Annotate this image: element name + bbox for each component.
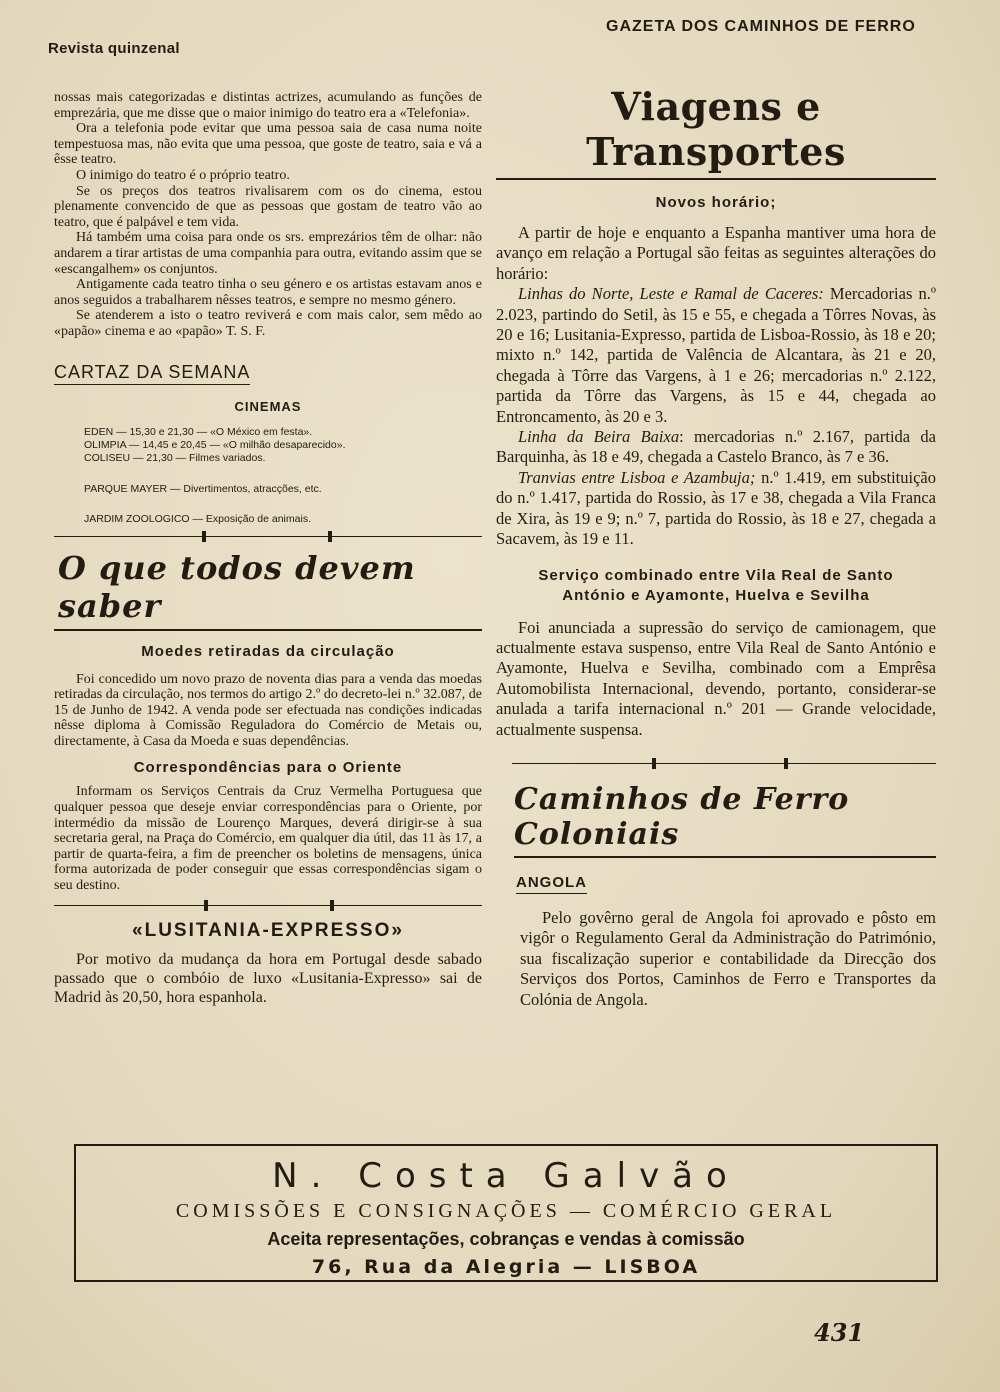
paragraph bbox=[496, 468, 936, 550]
coloniais-title: Caminhos de Ferro Coloniais bbox=[514, 781, 850, 852]
paragraph: Foi anunciada a supressão do serviço de camionagem, que actualmente estava suspenso, entre Vila Real de Santo António e Ayamonte, Huelva e Sevilha, combinado com a Emprêsa Automobilista Internacional, devendo, portanto, considerar-se anulada a tarifa internacional n.º 201 — Grande velocidade, actualmente suspensa. bbox=[496, 617, 936, 739]
cinemas-heading: CINEMAS bbox=[234, 398, 302, 414]
page-number: 431 bbox=[814, 1318, 865, 1347]
paragraph: Se os preços dos teatros rivalisarem com os do cinema, estou plenamente convencido de que as pessoas que gostam de teatro vão ao teatro, que é palpável e tem vida. bbox=[54, 183, 482, 230]
paragraph: Foi concedido um novo prazo de noventa dias para a venda das moedas retiradas da circulação, nos termos do artigo 2.º do decreto-lei n.º 32.087, de 15 de Junho de 1942. A venda pode ser efectuada nas condições indicadas nêsse diploma à Comissão Reguladora do Comércio de Metais ou, directamente, à Casa da Moeda e suas dependências. bbox=[54, 671, 482, 749]
servico-text bbox=[496, 618, 936, 740]
intro-text bbox=[54, 90, 482, 340]
cinema-list bbox=[54, 426, 482, 465]
paragraph-body: Mercadorias n.º 2.023, partindo do Setil, às 15 e 55, e chegada a Tôrres Novas, às 20 e 16; Lusitania-Expresso, partida de Lisboa-Rossio, às 18 e 20; mixto n.º 142, partida de Valência de Alcantara, às 21 e 20, chegada à Tôrre das Vargens, à 1 e 26; mercadorias n.º 2.122, partida da Tôrre das Vargens, às 15 e 44, chegada ao Entroncamento, às 20 e 3. bbox=[496, 284, 937, 426]
moedas-text bbox=[54, 672, 482, 750]
servico-heading: Serviço combinado entre Vila Real de Santo António e Ayamonte, Huelva e Sevilha bbox=[538, 566, 894, 604]
horarios-text bbox=[496, 223, 936, 550]
paragraph-body: : mercadorias n.º 2.167, partida da Barquinha, às 18 e 49, chegada a Castelo Branco, às 7 e 36. bbox=[496, 427, 936, 467]
title-rule bbox=[496, 178, 936, 180]
header-right: GAZETA DOS CAMINHOS DE FERRO bbox=[606, 18, 916, 35]
cartaz-title: CARTAZ DA SEMANA bbox=[54, 362, 250, 385]
lusitania-text bbox=[54, 950, 482, 1007]
ornament-divider bbox=[512, 758, 936, 770]
oque-title: O que todos devem saber bbox=[58, 548, 416, 625]
line-name: Linha da Beira Baixa bbox=[518, 427, 680, 447]
paragraph: Há também uma coisa para onde os srs. emprezários têm de olhar: não andarem a tirar artistas de uma companhia para outra, evitando assim que se «escangalhem» os conjuntos. bbox=[54, 230, 482, 277]
ad-address: 76, Rua da Alegria — LISBOA bbox=[311, 1256, 701, 1278]
paragraph: A partir de hoje e enquanto a Espanha mantiver uma hora de avanço em relação a Portugal são feitas as seguintes alterações do horário: bbox=[496, 223, 936, 283]
lusitania-title: «LUSITANIA-EXPRESSO» bbox=[132, 919, 404, 941]
ad-tagline: Aceita representações, cobranças e vendas à comissão bbox=[267, 1229, 745, 1249]
paragraph: nossas mais categorizadas e distintas actrizes, acumulando as funções de emprezária, que me disse que o maior inimigo do teatro era a «Telefonia». bbox=[54, 90, 482, 121]
jardim-zoologico-line: JARDIM ZOOLOGICO — Exposição de animais. bbox=[84, 512, 311, 525]
title-rule bbox=[54, 629, 482, 631]
cinema-item: OLIMPIA — 14,45 e 20,45 — «O milhão desaparecido». bbox=[84, 438, 346, 451]
line-name: Tranvias entre Lisboa e Azambuja; bbox=[518, 467, 756, 487]
ornament-divider bbox=[54, 900, 482, 912]
paragraph: O inimigo do teatro é o próprio teatro. bbox=[76, 167, 290, 183]
paragraph: Por motivo da mudança da hora em Portugal desde sabado passado que o combóio de luxo «Lusitania-Expresso» sai de Madrid às 20,50, hora espanhola. bbox=[54, 950, 482, 1006]
cinema-item: COLISEU — 21,30 — Filmes variados. bbox=[84, 451, 266, 464]
paragraph bbox=[496, 284, 936, 427]
viagens-title: Viagens e Transportes bbox=[586, 84, 846, 174]
paragraph: Informam os Serviços Centrais da Cruz Vermelha Portuguesa que qualquer pessoa que deseje enviar correspondências para o Oriente, por intermédio da missão de Lourenço Marques, deverá dirigir-se à sua secretaria geral, na Praça do Comércio, em qualquer dia útil, das 11 às 17, a partir de quarta-feira, a fim de preencher os boletins de mensagens, única forma autorizada de poder conseguir que essas correspondências sigam o seu destino. bbox=[54, 784, 482, 894]
angola-heading: ANGOLA bbox=[516, 874, 587, 894]
title-rule bbox=[514, 856, 936, 858]
correspondencias-heading: Correspondências para o Oriente bbox=[133, 759, 403, 777]
ad-services: COMISSÕES E CONSIGNAÇÕES — COMÉRCIO GERAL bbox=[175, 1200, 837, 1222]
correspondencias-text bbox=[54, 784, 482, 893]
novos-horarios-heading: Novos horário; bbox=[655, 194, 777, 211]
angola-heading-wrap bbox=[496, 874, 936, 894]
left-column bbox=[54, 90, 482, 1007]
paragraph: Se atenderem a isto o teatro reviverá e com mais calor, sem mêdo ao «papão» cinema e ao «papão» T. S. F. bbox=[54, 308, 482, 339]
ornament-divider bbox=[54, 531, 482, 543]
moedas-heading: Moedes retiradas da circulação bbox=[141, 642, 395, 660]
ad-company-name: N. Costa Galvão bbox=[272, 1156, 740, 1196]
advertisement-box bbox=[74, 1144, 938, 1282]
paragraph: Ora a telefonia pode evitar que uma pessoa saia de casa numa noite tempestuosa mas, não evita que uma pessoa, que goste de teatro, saia e vá a êsse teatro. bbox=[54, 121, 482, 168]
angola-text bbox=[496, 908, 936, 1010]
paragraph: Pelo govêrno geral de Angola foi aprovado e pôsto em vigôr o Regulamento Geral da Administração do Património, sua fiscalização superior e contabilidade da Direcção dos Serviços dos Portos, Caminhos de Ferro e Transportes da Colónia de Angola. bbox=[520, 907, 936, 1009]
paragraph: Antigamente cada teatro tinha o seu género e os artistas estavam anos e anos seguidos a trabalharem nêsses teatros, e sempre no mesmo género. bbox=[54, 277, 482, 308]
right-column bbox=[496, 84, 936, 1010]
line-name: Linhas do Norte, Leste e Ramal de Caceres: bbox=[518, 284, 824, 304]
paragraph bbox=[496, 427, 936, 468]
cinema-item: EDEN — 15,30 e 21,30 — «O México em festa». bbox=[84, 425, 313, 438]
paragraph-body: n.º 1.419, em substituição do n.º 1.417, partida do Rossio, às 17 e 38, chegada a Vila Franca de Xira, às 19 e 9; n.º 7, partida do Rossio, às 18 e 27, chegada a Sacavem, às 19 e 11. bbox=[496, 467, 936, 549]
parque-mayer-line: PARQUE MAYER — Divertimentos, atracções, etc. bbox=[84, 482, 322, 495]
header-left: Revista quinzenal bbox=[48, 40, 180, 57]
